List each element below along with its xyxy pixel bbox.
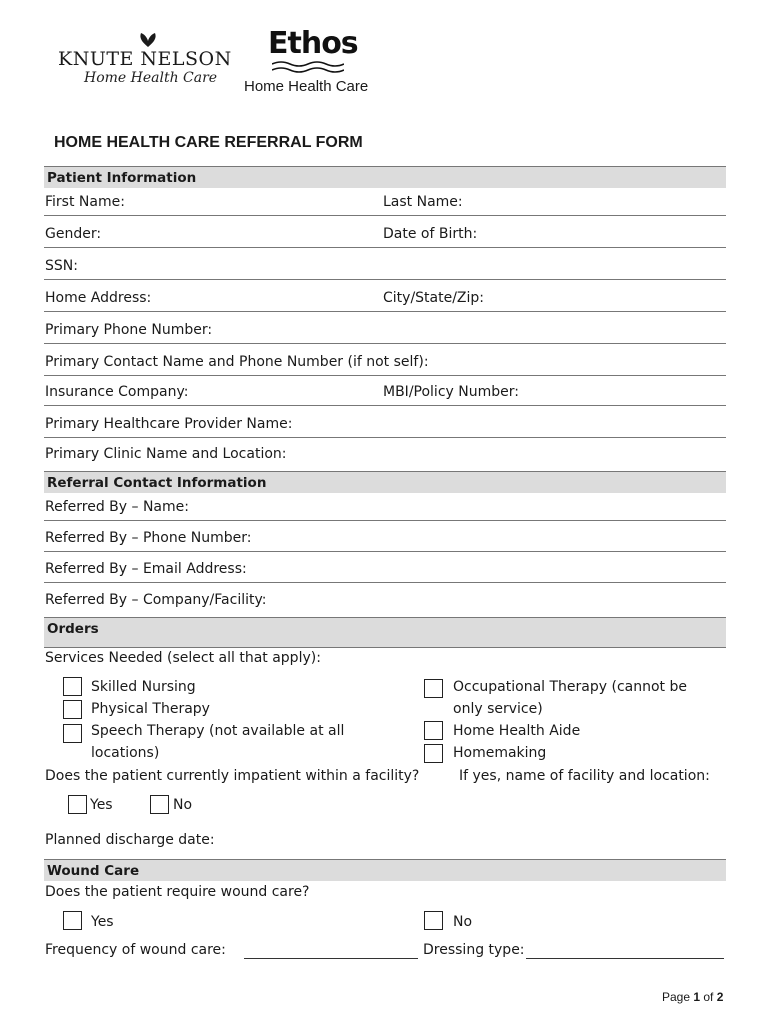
clinic-field[interactable]: Primary Clinic Name and Location: — [45, 446, 287, 462]
page-total: 2 — [716, 990, 724, 1004]
referred-by-name-field[interactable]: Referred By – Name: — [45, 499, 189, 515]
speech-therapy-checkbox[interactable] — [63, 724, 82, 743]
ssn-field[interactable]: SSN: — [45, 258, 78, 274]
inpatient-no-checkbox[interactable] — [150, 795, 169, 814]
gender-field[interactable]: Gender: — [45, 226, 102, 242]
provider-field[interactable]: Primary Healthcare Provider Name: — [45, 416, 293, 432]
city-state-zip-field[interactable]: City/State/Zip: — [383, 290, 485, 306]
section-wound-care: Wound Care — [44, 859, 726, 881]
row-gender — [44, 220, 726, 248]
wound-no-label: No — [453, 914, 473, 930]
ethos-logo-tagline: Home Health Care — [244, 78, 369, 95]
primary-contact-field[interactable]: Primary Contact Name and Phone Number (if not self): — [45, 354, 429, 370]
occupational-therapy-label: Occupational Therapy (cannot be — [453, 679, 687, 695]
inpatient-no-label: No — [173, 797, 193, 813]
row-ref-name — [44, 493, 726, 521]
form-title: HOME HEALTH CARE REFERRAL FORM — [54, 134, 363, 151]
physical-therapy-checkbox[interactable] — [63, 700, 82, 719]
home-health-aide-checkbox[interactable] — [424, 721, 443, 740]
knute-nelson-leaf-icon — [138, 30, 158, 48]
first-name-field[interactable]: First Name: — [45, 194, 125, 210]
row-contact — [44, 348, 726, 376]
services-prompt: Services Needed (select all that apply): — [45, 650, 321, 666]
knute-nelson-logo-name: KNUTE NELSON — [58, 48, 232, 70]
occupational-therapy-checkbox[interactable] — [424, 679, 443, 698]
inpatient-question: Does the patient currently impatient within a facility? — [45, 768, 420, 784]
row-phone — [44, 316, 726, 344]
home-address-field[interactable]: Home Address: — [45, 290, 152, 306]
skilled-nursing-label: Skilled Nursing — [91, 679, 196, 695]
discharge-date-field[interactable]: Planned discharge date: — [45, 832, 215, 848]
section-referral-contact: Referral Contact Information — [44, 471, 726, 493]
dressing-type-label: Dressing type: — [423, 942, 525, 958]
physical-therapy-label: Physical Therapy — [91, 701, 210, 717]
page-number — [662, 990, 723, 1004]
dressing-type-input[interactable] — [526, 958, 724, 959]
wound-care-question: Does the patient require wound care? — [45, 884, 310, 900]
ethos-logo-name: Ethos — [268, 26, 358, 61]
section-patient-information: Patient Information — [44, 166, 726, 188]
inpatient-yes-label: Yes — [90, 797, 113, 813]
home-health-aide-label: Home Health Aide — [453, 723, 581, 739]
wound-no-checkbox[interactable] — [424, 911, 443, 930]
referred-by-email-field[interactable]: Referred By – Email Address: — [45, 561, 247, 577]
referred-by-phone-field[interactable]: Referred By – Phone Number: — [45, 530, 252, 546]
wound-yes-checkbox[interactable] — [63, 911, 82, 930]
row-ref-company — [44, 586, 726, 614]
row-insurance — [44, 378, 726, 406]
row-ref-email — [44, 555, 726, 583]
wound-frequency-input[interactable] — [244, 958, 418, 959]
row-ref-phone — [44, 524, 726, 552]
ethos-waves-icon — [272, 60, 344, 74]
knute-nelson-logo-tagline: Home Health Care — [84, 70, 218, 86]
facility-location-field[interactable]: If yes, name of facility and location: — [459, 768, 710, 784]
mbi-field[interactable]: MBI/Policy Number: — [383, 384, 519, 400]
insurance-field[interactable]: Insurance Company: — [45, 384, 189, 400]
speech-therapy-label: Speech Therapy (not available at all — [91, 723, 345, 739]
row-clinic — [44, 440, 726, 468]
page-prefix: Page — [662, 990, 694, 1004]
referred-by-company-field[interactable]: Referred By – Company/Facility: — [45, 592, 267, 608]
section-orders: Orders — [44, 617, 726, 647]
primary-phone-field[interactable]: Primary Phone Number: — [45, 322, 213, 338]
row-name — [44, 188, 726, 216]
dob-field[interactable]: Date of Birth: — [383, 226, 478, 242]
homemaking-checkbox[interactable] — [424, 744, 443, 763]
last-name-field[interactable]: Last Name: — [383, 194, 463, 210]
speech-therapy-label-cont: locations) — [91, 745, 160, 761]
row-provider — [44, 410, 726, 438]
wound-frequency-label: Frequency of wound care: — [45, 942, 226, 958]
homemaking-label: Homemaking — [453, 745, 547, 761]
occupational-therapy-label-cont: only service) — [453, 701, 543, 717]
row-address — [44, 284, 726, 312]
wound-yes-label: Yes — [91, 914, 114, 930]
page-of: of — [700, 990, 717, 1004]
row-ssn — [44, 252, 726, 280]
page-current: 1 — [693, 990, 701, 1004]
skilled-nursing-checkbox[interactable] — [63, 677, 82, 696]
inpatient-yes-checkbox[interactable] — [68, 795, 87, 814]
